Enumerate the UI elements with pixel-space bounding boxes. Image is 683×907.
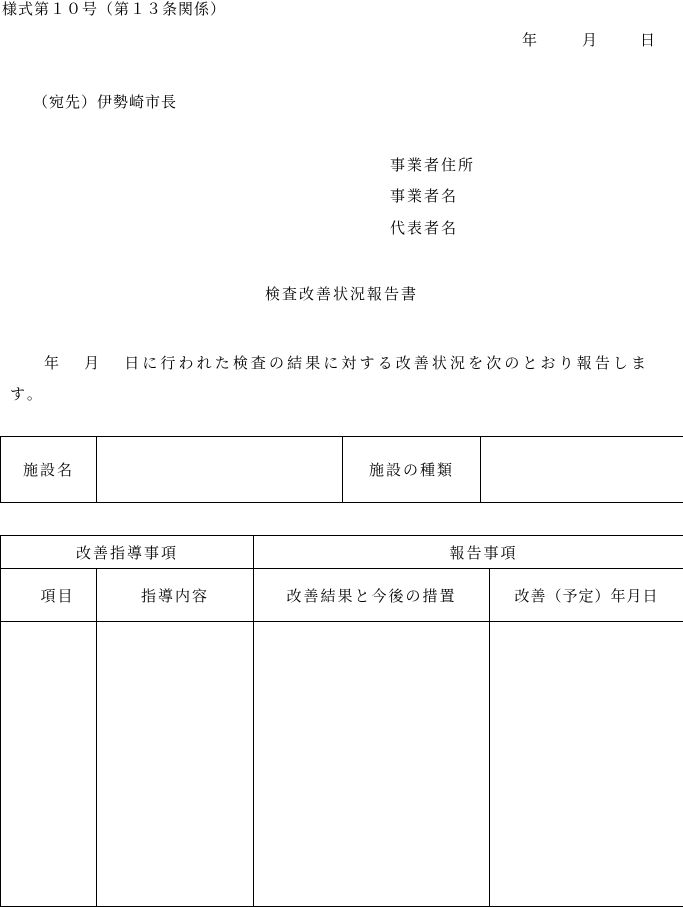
facility-name-field[interactable] [97,437,343,503]
item-cell[interactable] [1,622,97,907]
report-table [0,535,683,907]
body-sentence: 日に行われた検査の結果に対する改善状況を次のとおり報告します。 [10,354,650,403]
form-number: 様式第１０号（第１３条関係） [2,0,227,18]
column-item: 項目 [1,569,97,622]
applicant-representative-label: 代表者名 [390,219,459,237]
document-title: 検査改善状況報告書 [264,285,418,303]
column-improvement-date: 改善（予定）年月日 [490,569,683,622]
facility-name-label: 施設名 [1,437,97,503]
column-result-and-measures: 改善結果と今後の措置 [254,569,490,622]
column-guidance-content: 指導内容 [97,569,254,622]
body-text [10,348,674,410]
report-header: 報告事項 [254,536,683,569]
facility-type-label: 施設の種類 [343,437,481,503]
body-year: 年 [44,354,63,372]
date-year: 年 [522,31,538,49]
facility-type-field[interactable] [481,437,683,503]
date-month: 月 [582,31,598,49]
recipient: （宛先）伊勢崎市長 [33,93,178,111]
guidance-header: 改善指導事項 [1,536,254,569]
applicant-address-label: 事業者住所 [390,156,476,174]
date-day: 日 [640,31,656,49]
body-month: 月 [84,354,103,372]
result-and-measures-cell[interactable] [254,622,490,907]
facility-table [0,436,683,503]
guidance-content-cell[interactable] [97,622,254,907]
improvement-date-cell[interactable] [490,622,683,907]
applicant-name-label: 事業者名 [390,187,459,205]
